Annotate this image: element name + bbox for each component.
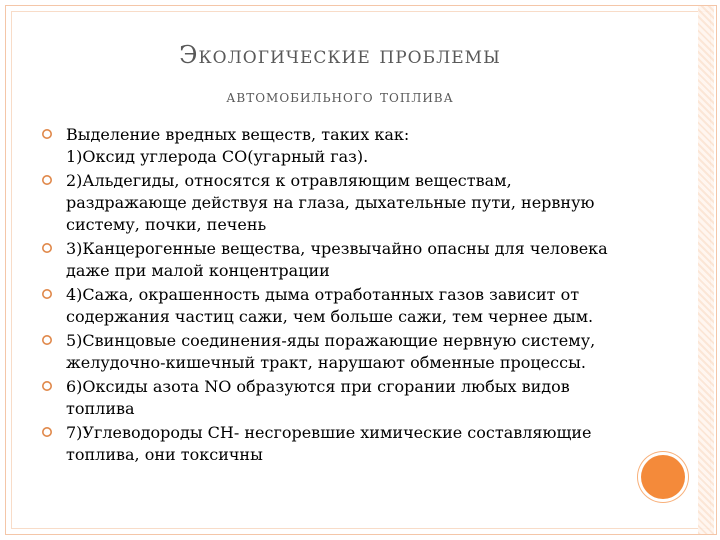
bullet-text-line: топлива, они токсичны [66,445,263,464]
bullet-text-line: топлива [66,399,135,418]
bullet-text-line: 6)Оксиды азота NO образуются при сгорании любых видов [66,377,570,396]
ring-bullet-icon [41,426,53,438]
bullet-item [36,284,676,328]
bullet-text-line: систему, почки, печень [66,215,267,234]
bullet-item [36,170,676,236]
bullet-item [36,376,676,420]
bullet-text-line: желудочно-кишечный тракт, нарушают обменные процессы. [66,353,586,372]
ring-bullet-icon [41,334,53,346]
decorative-stripe [698,6,714,534]
ring-bullet-icon [41,288,53,300]
bullet-list [36,124,676,468]
bullet-text-line: 2)Альдегиды, относятся к отравляющим веществам, [66,171,512,190]
ring-bullet-icon [41,128,53,140]
bullet-text-line: Выделение вредных веществ, таких как: [66,125,410,144]
bullet-text-line: 5)Свинцовые соединения-яды поражающие нервную систему, [66,331,596,350]
bullet-item [36,238,676,282]
ring-bullet-icon [41,174,53,186]
bullet-text-line: раздражающе действуя на глаза, дыхательные пути, нервную [66,193,595,212]
bullet-item [36,124,676,168]
ring-bullet-icon [41,242,53,254]
bullet-item [36,330,676,374]
decorative-orange-circle [641,455,685,499]
bullet-text-line: 4)Сажа, окрашенность дыма отработанных газов зависит от [66,285,580,304]
bullet-text-line: 7)Углеводороды CH- несгоревшие химические составляющие [66,423,592,442]
title-line-2: автомобильного топлива [226,87,454,107]
ring-bullet-icon [41,380,53,392]
bullet-text-line: 3)Канцерогенные вещества, чрезвычайно опасны для человека [66,239,608,258]
bullet-text-line: содержания частиц сажи, чем больше сажи, тем чернее дым. [66,307,594,326]
bullet-text-line: даже при малой концентрации [66,261,330,280]
title-line-1: Экологические проблемы [179,41,501,69]
bullet-text-line: 1)Оксид углерода CO(угарный газ). [66,147,369,166]
bullet-item [36,422,676,466]
slide-title [60,38,620,112]
